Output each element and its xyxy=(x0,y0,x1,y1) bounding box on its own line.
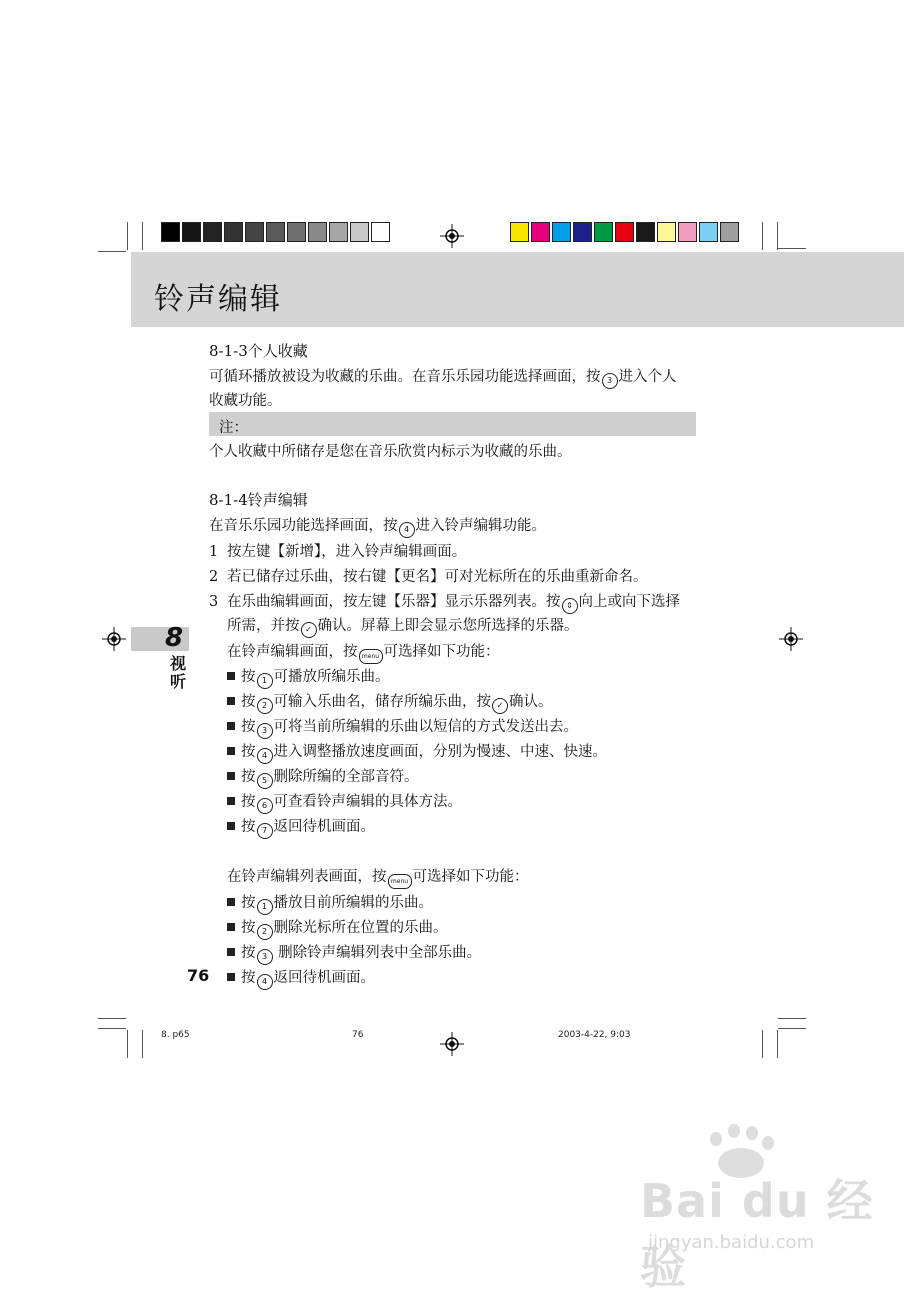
gray-swatch xyxy=(245,222,264,242)
bullet-icon xyxy=(227,923,235,931)
bullet-icon xyxy=(227,772,235,780)
gray-swatch xyxy=(182,222,201,242)
chapter-label: 视听 xyxy=(170,654,187,691)
gray-swatch xyxy=(161,222,180,242)
note-text: 个人收藏中所储存是您在音乐欣赏内标示为收藏的乐曲。 xyxy=(209,444,572,460)
gray-swatch xyxy=(371,222,390,242)
paragraph: 收藏功能。 xyxy=(209,393,282,409)
key-2-icon: 2 xyxy=(257,698,273,714)
registration-mark-icon xyxy=(779,627,803,651)
registration-mark-icon xyxy=(440,224,464,248)
color-swatch xyxy=(678,222,697,242)
gray-swatch xyxy=(266,222,285,242)
watermark-paw-icon xyxy=(762,1136,774,1150)
key-3-icon: 3 xyxy=(602,373,618,389)
page-title: 铃声编辑 xyxy=(154,282,282,317)
key-4-icon: 4 xyxy=(399,522,415,538)
bullet-item: 按 5 删除所编的全部音符。 xyxy=(227,765,419,789)
menu-key-icon: menu xyxy=(388,874,412,889)
paragraph: 在铃声编辑列表画面，按 menu 可选择如下功能： xyxy=(227,865,529,889)
step-item: 2 若已储存过乐曲，按右键【更名】可对光标所在的乐曲重新命名。 xyxy=(209,569,648,585)
menu-key-icon: menu xyxy=(359,649,383,664)
bullet-item: 按 4 返回待机画面。 xyxy=(227,966,375,990)
bullet-icon xyxy=(227,822,235,830)
bullet-icon xyxy=(227,948,235,956)
bullet-item: 按 3 可将当前所编辑的乐曲以短信的方式发送出去。 xyxy=(227,715,578,739)
note-bar xyxy=(209,412,696,436)
bullet-item: 按 6 可查看铃声编辑的具体方法。 xyxy=(227,790,462,814)
step-item: 1 按左键【新增】，进入铃声编辑画面。 xyxy=(209,544,467,560)
registration-mark-icon xyxy=(440,1032,464,1056)
color-swatch xyxy=(636,222,655,242)
bullet-item: 按 1 可播放所编乐曲。 xyxy=(227,665,390,689)
footer-file: 8. p65 xyxy=(161,1030,190,1040)
paragraph: 在音乐乐园功能选择画面，按 4 进入铃声编辑功能。 xyxy=(209,514,546,538)
chapter-header xyxy=(131,252,904,327)
bullet-icon xyxy=(227,797,235,805)
crop-mark xyxy=(762,1030,763,1058)
color-swatch xyxy=(510,222,529,242)
key-4-icon: 4 xyxy=(257,974,273,990)
bullet-icon xyxy=(227,672,235,680)
crop-mark xyxy=(98,1028,126,1029)
note-label: 注： xyxy=(219,420,248,436)
bullet-icon xyxy=(227,898,235,906)
key-1-icon: 1 xyxy=(257,899,273,915)
crop-mark xyxy=(778,1028,806,1029)
key-3-icon: 3 xyxy=(257,723,273,739)
crop-mark xyxy=(127,222,128,250)
registration-mark-icon xyxy=(102,627,126,651)
crop-mark xyxy=(778,1018,806,1019)
color-swatch xyxy=(552,222,571,242)
watermark-logo: Bai du 经验 xyxy=(640,1174,874,1294)
crop-mark xyxy=(98,251,126,252)
key-6-icon: 6 xyxy=(257,798,273,814)
bullet-icon xyxy=(227,747,235,755)
key-3-icon: 3 xyxy=(257,949,273,965)
watermark-paw-icon xyxy=(746,1126,758,1140)
crop-mark xyxy=(778,248,806,249)
bullet-item: 按 3 删除铃声编辑列表中全部乐曲。 xyxy=(227,941,481,965)
bullet-item: 按 4 进入调整播放速度画面，分别为慢速、中速、快速。 xyxy=(227,740,607,764)
color-swatch xyxy=(573,222,592,242)
color-swatch xyxy=(615,222,634,242)
gray-swatch xyxy=(329,222,348,242)
bullet-icon xyxy=(227,722,235,730)
watermark-paw-icon xyxy=(728,1124,740,1138)
crop-mark xyxy=(142,1030,143,1058)
ok-key-icon: ✓ xyxy=(492,698,508,714)
crop-mark xyxy=(777,1030,778,1058)
crop-mark xyxy=(142,222,143,250)
gray-swatch xyxy=(203,222,222,242)
gray-swatch xyxy=(350,222,369,242)
crop-mark xyxy=(777,222,778,250)
key-1-icon: 1 xyxy=(257,673,273,689)
footer-date: 2003-4-22, 9:03 xyxy=(558,1030,631,1040)
paragraph: 可循环播放被设为收藏的乐曲。在音乐乐园功能选择画面，按 3 进入个人 xyxy=(209,365,677,389)
gray-swatch xyxy=(287,222,306,242)
color-swatch xyxy=(699,222,718,242)
crop-mark xyxy=(762,222,763,250)
section-heading: 8-1-4铃声编辑 xyxy=(209,491,308,509)
gray-swatch xyxy=(308,222,327,242)
bullet-item: 按 1 播放目前所编辑的乐曲。 xyxy=(227,891,433,915)
color-swatch xyxy=(720,222,739,242)
watermark-url: jingyan.baidu.com xyxy=(648,1232,815,1253)
bullet-item: 按 2 可输入乐曲名，储存所编乐曲，按 ✓ 确认。 xyxy=(227,690,553,714)
color-swatch xyxy=(531,222,550,242)
key-7-icon: 7 xyxy=(257,823,273,839)
ok-key-icon: ✓ xyxy=(301,622,317,638)
bullet-icon xyxy=(227,973,235,981)
step-item: 3 在乐曲编辑画面，按左键【乐器】显示乐器列表。按 ⇕ 向上或向下选择 xyxy=(209,590,680,614)
key-2-icon: 2 xyxy=(257,924,273,940)
bullet-item: 按 7 返回待机画面。 xyxy=(227,815,375,839)
color-swatch xyxy=(657,222,676,242)
page-number: 76 xyxy=(187,966,210,985)
crop-mark xyxy=(98,1018,126,1019)
paragraph: 在铃声编辑画面，按 menu 可选择如下功能： xyxy=(227,640,500,664)
gray-swatch xyxy=(224,222,243,242)
bullet-item: 按 2 删除光标所在位置的乐曲。 xyxy=(227,916,448,940)
step-item-continued: 所需，并按 ✓ 确认。屏幕上即会显示您所选择的乐器。 xyxy=(227,614,579,638)
crop-mark xyxy=(127,1030,128,1058)
key-4-icon: 4 xyxy=(257,748,273,764)
bullet-icon xyxy=(227,697,235,705)
key-5-icon: 5 xyxy=(257,773,273,789)
color-swatch xyxy=(594,222,613,242)
nav-key-icon: ⇕ xyxy=(562,598,578,614)
footer-page: 76 xyxy=(352,1030,364,1040)
section-heading: 8-1-3个人收藏 xyxy=(209,342,308,360)
chapter-number: 8 xyxy=(165,623,184,653)
watermark-paw-icon xyxy=(710,1132,722,1146)
